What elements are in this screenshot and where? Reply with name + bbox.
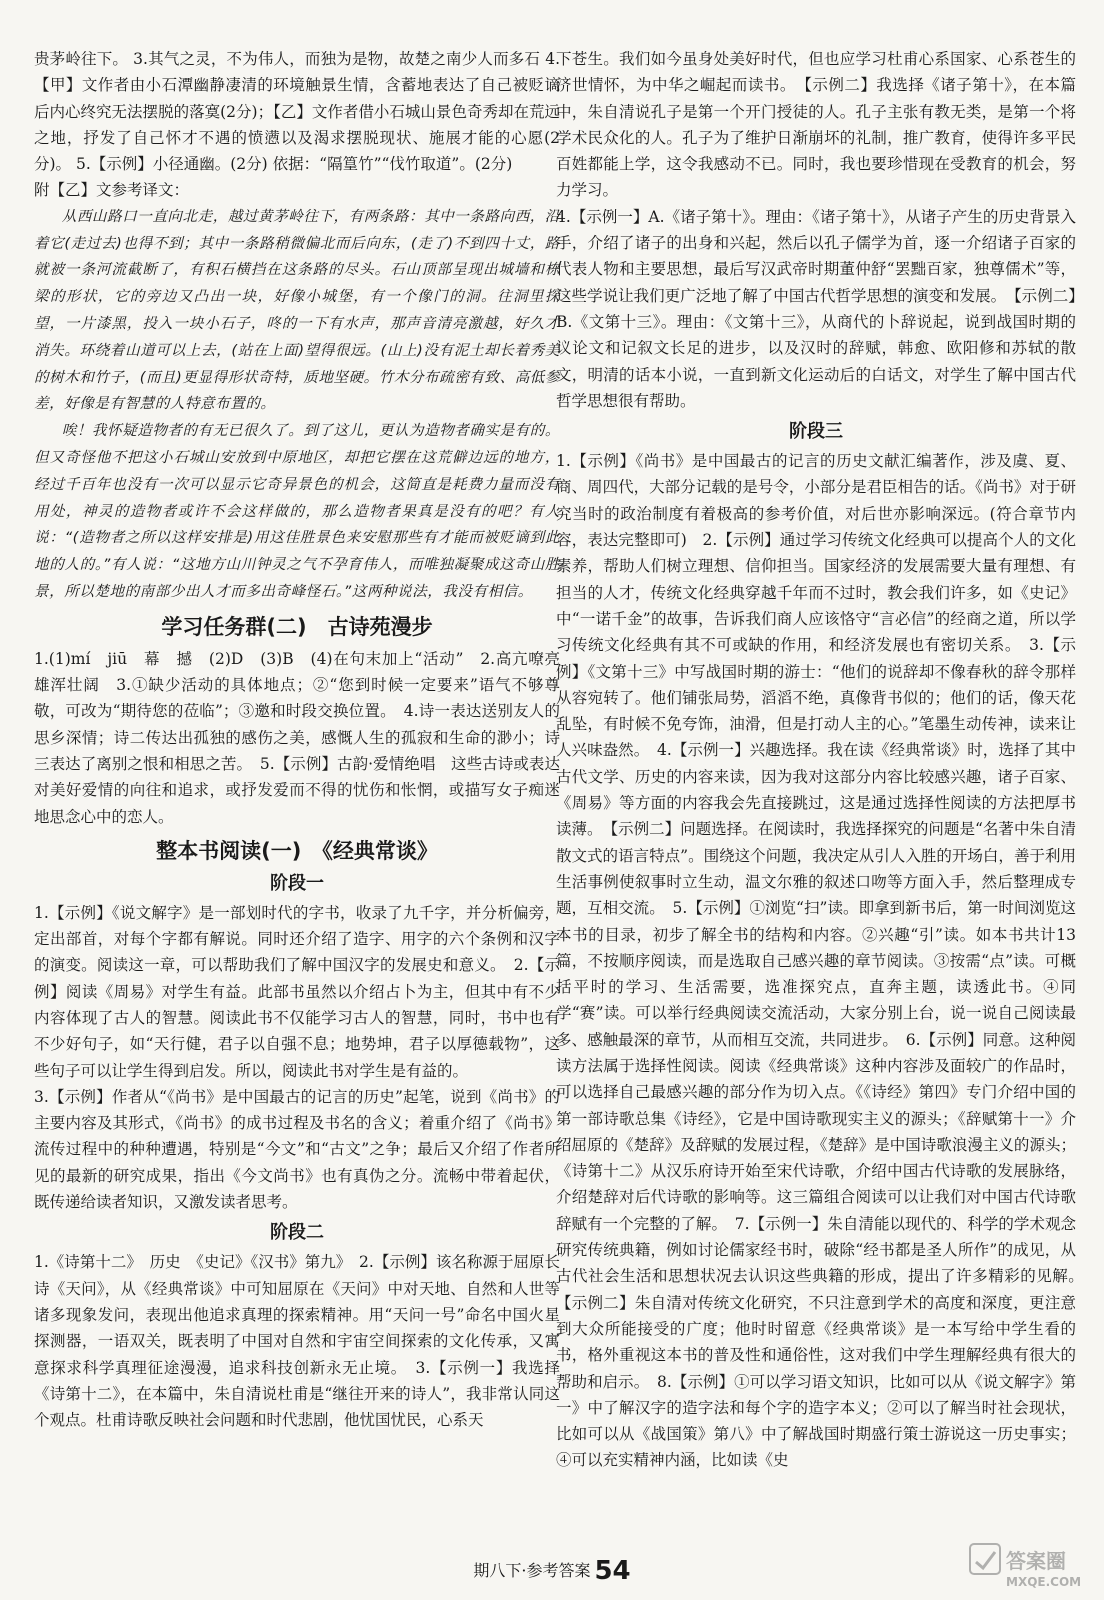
right-column: [556, 46, 1092, 1474]
stage-title-1: 阶段一: [270, 872, 324, 894]
answer-block-stage2-cont: 下苍生。我们如今虽身处美好时代，但也应学习杜甫心系国家、心系苍生的济世情怀，为中华之崛起而读书。 【示例二】我选择《诸子第十》，在本篇中，朱自清说孔子是第一个开门授徒的人。孔子主张有教无类，是第一个将学术民众化的人。孔子为了维护日渐崩坏的礼制，推广教育，使得许多平民百姓都能上学，这令我感动不已。同时，我也要珍惜现在受教育的机会，努力学习。: [556, 50, 1076, 200]
answer-block-stage1-a: 1.【示例】《说文解字》是一部划时代的字书，收录了九千字，并分析偏旁，定出部首，对每个字都有解说。同时还介绍了造字、用字的六个条例和汉字的演变。阅读这一章，可以帮助我们了解中国汉字的发展史和意义。 2.【示例】阅读《周易》对学生有益。此部书虽然以介绍占卜为主，但其中有不少内容体现了古人的智慧。阅读此书不仅能学习古人的智慧，同时，书中也有不少好句子，如“天行健，君子以自强不息；地势坤，君子以厚德载物”，这些句子可以让学生得到启发。所以，阅读此书对学生是有益的。: [34, 903, 560, 1080]
footer-label: 期八下·参考答案: [473, 1561, 591, 1580]
answer-block-stage2: 1.《诗第十二》 历史 《史记》《汉书》第九》 2.【示例】该名称源于屈原长诗《天问》，从《经典常谈》中可知屈原在《天问》中对天地、自然和人世等诸多现象发问，表现出他追求真理的探索精神。用“天问一号”命名中国火星探测器，一语双关，既表明了中国对自然和宇宙空间探索的文化传承，又寓意探求科学真理征途漫漫，追求科技创新永无止境。 3.【示例一】我选择《诗第十二》，在本篇中，朱自清说杜甫是“继往开来的诗人”，我非常认同这个观点。杜甫诗歌反映社会问题和时代悲剧，他忧国忧民，心系天: [34, 1253, 560, 1430]
watermark-domain: MXQE.COM: [1006, 1575, 1082, 1589]
answer-block-1: 贵茅岭往下。 3.其气之灵，不为伟人，而独为是物，故楚之南少人而多石 4.【甲】文作者由小石潭幽静凄清的环境触景生情，含蓄地表达了自己被贬谪后内心终究无法摆脱的落寞(2分)；【乙】文作者借小石城山景色奇秀却在荒远之地，抒发了自己怀才不遇的愤懑以及渴求摆脱现状、施展才能的心愿(2分)。 5.【示例】小径通幽。(2分) 依据：“隔篁竹”“伐竹取道”。(2分): [34, 50, 560, 174]
left-column: [34, 46, 576, 1433]
answer-block-poetry: 1.(1)mí jiū 幕 撼 (2)D (3)B (4)在句末加上“活动” 2.高亢嘹亮 雄浑壮阔 3.①缺少活动的具体地点；②“您到时候一定要来”语气不够尊敬，可改为“期待您的莅临”；③邀和时段交换位置。 4.诗一表达送别友人的思乡深情；诗二传达出孤独的感伤之美，感慨人生的孤寂和生命的渺小；诗三表达了离别之恨和相思之苦。 5.【示例】古韵·爱情绝唱 这些古诗或表达对美好爱情的向往和追求，或抒发爱而不得的忧伤和怅惘，或描写女子痴迷地思念心中的恋人。: [34, 649, 576, 826]
section-title-poetry: 学习任务群(二) 古诗苑漫步: [161, 614, 433, 639]
section-title-book-reading: 整本书阅读(一) 《经典常谈》: [156, 838, 438, 863]
answer-block-stage3: 1.【示例】《尚书》是中国最古的记言的历史文献汇编著作，涉及虞、夏、商、周四代，大部分记载的是号令，小部分是君臣相告的话。《尚书》对于研究当时的政治制度有着极高的参考价值，对后世亦影响深远。(符合章节内容，表达完整即可) 2.【示例】通过学习传统文化经典可以提高个人的文化素养，帮助人们树立理想、信仰担当。国家经济的发展需要大量有理想、有担当的人才，传统文化经典穿越千年而不过时，教会我们许多，如《史记》中“一诺千金”的故事，告诉我们商人应该恪守“言必信”的经商之道，所以学习传统文化经典有其不可或缺的作用，和经济发展也有密切关系。 3.【示例】《文第十三》中写战国时期的游士：“他们的说辞却不像春秋的辞令那样从容宛转了。他们铺张局势，滔滔不绝，真像背书似的；他们的话，像天花乱坠，有时候不免夸饰，油滑，但是打动人主的心。”笔墨生动传神，读来让人兴味盎然。 4.【示例一】兴趣选择。我在读《经典常谈》时，选择了其中古代文学、历史的内容来读，因为我对这部分内容比较感兴趣，诸子百家、《周易》等方面的内容我会先直接跳过，这是通过选择性阅读的方法把厚书读薄。 【示例二】问题选择。在阅读时，我选择探究的问题是“名著中朱自清散文式的语言特点”。围绕这个问题，我决定从引人入胜的开场白，善于利用生活事例使叙事时立生动，温文尔雅的叙述口吻等方面入手，然后整理成专题，互相交流。 5.【示例】①浏览“扫”读。即拿到新书后，第一时间浏览这本书的目录，初步了解全书的结构和内容。②兴趣“引”读。如本书共计13篇，不按顺序阅读，而是选取自己感兴趣的章节阅读。③按需“点”读。可概括平时的学习、生活需要，选准探究点，直奔主题，读透此书。④同学“赛”读。可以举行经典阅读交流活动，大家分别上台，说一说自己阅读最多、感触最深的章节，从而相互交流，共同进步。 6.【示例】同意。这种阅读方法属于选择性阅读。阅读《经典常谈》这种内容涉及面较广的作品时，可以选择自己最感兴趣的部分作为切入点。《《诗经》第四》专门介绍中国的第一部诗歌总集《诗经》，它是中国诗歌现实主义的源头；《辞赋第十一》介绍屈原的《楚辞》及辞赋的发展过程，《楚辞》是中国诗歌浪漫主义的源头；《诗第十二》从汉乐府诗开始至宋代诗歌，介绍中国古代诗歌的发展脉络，介绍楚辞对后代诗歌的影响等。这三篇组合阅读可以让我们对中国古代诗歌辞赋有一个完整的了解。 7.【示例一】朱自清能以现代的、科学的学术观念研究传统典籍，例如讨论儒家经书时，破除“经书都是圣人所作”的成见，从古代社会生活和思想状况去认识这些典籍的形成，提出了许多精彩的见解。 【示例二】朱自清对传统文化研究，不只注意到学术的高度和深度，更注意到大众所能接受的广度；他时时留意《经典常谈》是一本写给中学生看的书，格外重视这本书的普及性和通俗性，这对我们中学生理解经典有很大的帮助和启示。 8.【示例】①可以学习语文知识，比如可以从《说文解字》第一》中了解汉字的造字法和每个字的造字本义；②可以了解当时社会现状，比如可以从《战国策》第八》中了解战国时期盛行策士游说这一历史事实；④可以充实精神内涵，比如读《史: [556, 452, 1092, 1470]
stage-title-3: 阶段三: [789, 421, 843, 443]
watermark-logo-icon: [968, 1540, 1086, 1592]
answer-block-stage1-b: 3.【示例】作者从“《尚书》是中国最古的记言的历史”起笔，说到《尚书》的主要内容及其形式，《尚书》的成书过程及书名的含义；着重介绍了《尚书》流传过程中的种种遭遇，特别是“今文”和“古文”之争；最后又介绍了作者所见的最新的研究成果，指出《今文尚书》也有真伪之分。流畅中带着起伏，既传递给读者知识，又激发读者思考。: [34, 1087, 560, 1212]
translation-heading: 附【乙】文参考译文：: [34, 181, 190, 200]
answer-block-stage2-q4: 4.【示例一】A.《诸子第十》。理由：《诸子第十》，从诸子产生的历史背景入手，介绍了诸子的出身和兴起，然后以孔子儒学为首，逐一介绍诸子百家的代表人物和主要思想，最后写汉武帝时期董仲舒“罢黜百家，独尊儒术”等，这些学说让我们更广泛地了解了中国古代哲学思想的演变和发展。 【示例二】B.《文第十三》。理由：《文第十三》，从商代的卜辞说起，说到战国时期的议论文和记叙文长足的进步，以及汉时的辞赋，韩愈、欧阳修和苏轼的散文，明清的话本小说，一直到新文化运动后的白话文，对学生了解中国古代哲学思想很有帮助。: [556, 207, 1076, 410]
translation-paragraph-1: 从西山路口一直向北走，越过黄茅岭往下，有两条路：其中一条路向西，沿着它(走过去)也得不到；其中一条路稍微偏北而后向东，(走了)不到四十丈，路就被一条河流截断了，有积石横挡在这条路的尽头。石山顶部呈现出城墙和栋梁的形状，它的旁边又凸出一块，好像小城堡，有一个像门的洞。往洞里探望，一片漆黑，投入一块小石子，咚的一下有水声，那声音清亮激越，好久才消失。环绕着山道可以上去，(站在上面)望得很远。(山上)没有泥土却长着秀美的树木和竹子，(而且)更显得形状奇特，质地坚硬。竹木分布疏密有致、高低参差，好像是有智慧的人特意布置的。: [34, 207, 560, 413]
watermark-text: 答案圈: [1006, 1549, 1066, 1573]
page-footer: [0, 1556, 1104, 1586]
page-number: 54: [594, 1556, 631, 1586]
stage-title-2: 阶段二: [270, 1222, 324, 1244]
translation-paragraph-2: 唉！我怀疑造物者的有无已很久了。到了这儿，更认为造物者确实是有的。但又奇怪他不把这小石城山安放到中原地区，却把它摆在这荒僻边远的地方，经过千百年也没有一次可以显示它奇异景色的机会，这简直是耗费力量而没有用处，神灵的造物者或许不会这样做的，那么造物者果真是没有的吧？有人说：“(造物者之所以这样安排是)用这佳胜景色来安慰那些有才能而被贬谪到此地的人的。”有人说：“这地方山川钟灵之气不孕育伟人，而唯独凝聚成这奇山胜景，所以楚地的南部少出人才而多出奇峰怪石。”这两种说法，我没有相信。: [34, 422, 560, 600]
